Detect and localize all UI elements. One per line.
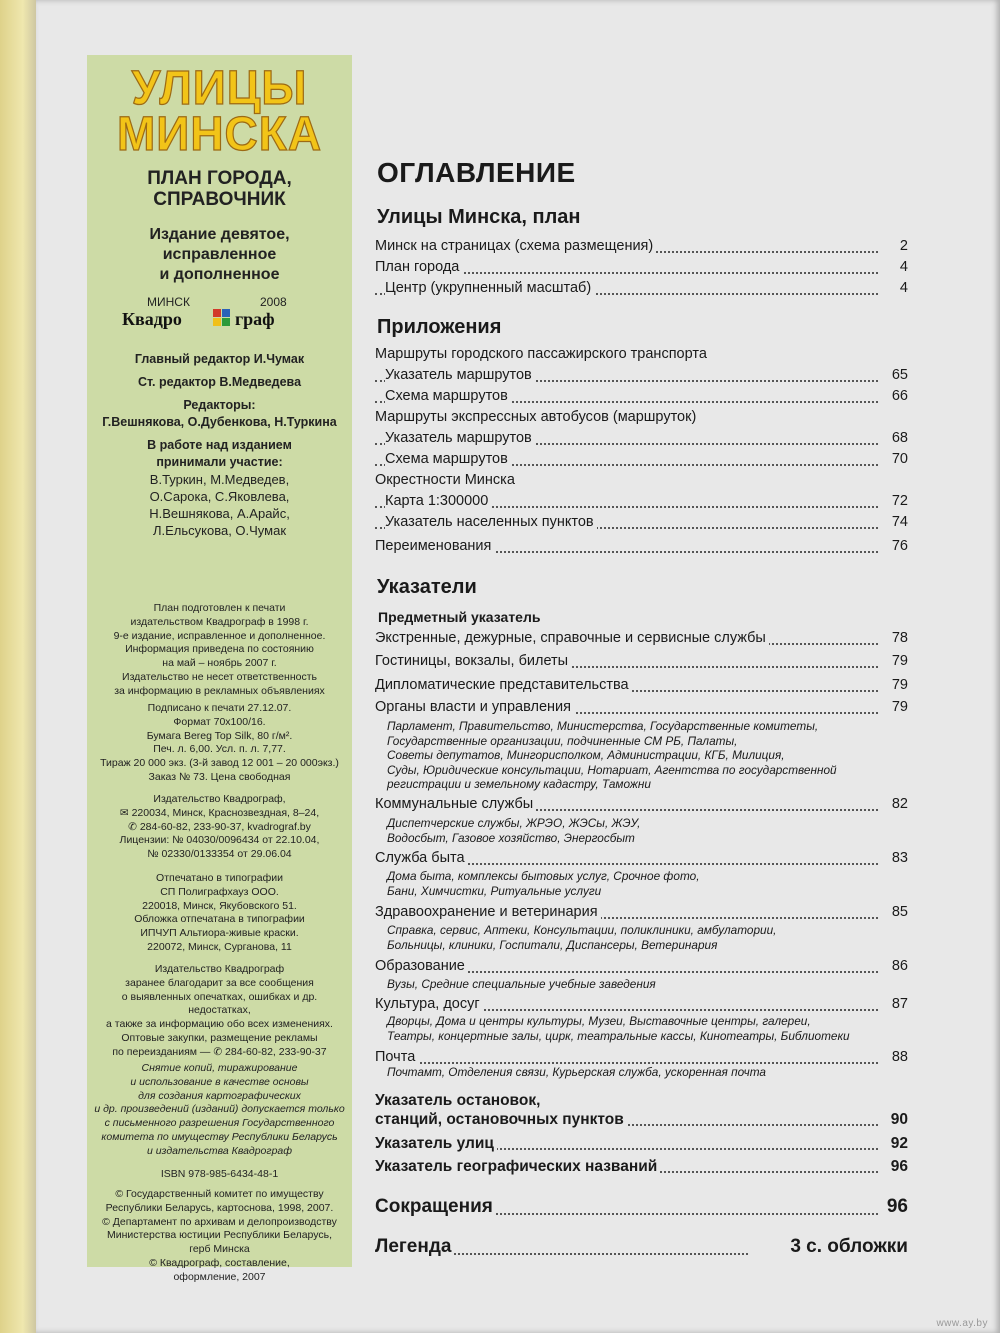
toc-entry-label: Схема маршрутов (385, 451, 511, 467)
imprint-line: Формат 70x100/16. (173, 715, 266, 728)
detail-line: Советы депутатов, Мингорисполком, Администрации, КГБ, Милиция, (387, 748, 785, 762)
toc-entry-details (387, 1065, 907, 1080)
participants-label: принимали участие: (156, 455, 283, 469)
toc-entry (375, 1135, 908, 1155)
imprint-line: герб Минска (189, 1243, 250, 1256)
detail-line: Водосбыт, Газовое хозяйство, Энергосбыт (387, 830, 635, 845)
toc-entry (375, 538, 908, 558)
publisher-logo (122, 309, 322, 331)
imprint-line: Информация приведена по состоянию (125, 643, 314, 656)
participants-line: В.Туркин, М.Медведев, (149, 472, 290, 487)
toc-entry-label: Карта 1:300000 (385, 493, 491, 509)
imprint-panel (87, 55, 352, 1283)
toc-entry-page: 90 (887, 1111, 908, 1129)
detail-line: Почтамт, Отделения связи, Курьерская служба, ускоренная почта (387, 1065, 766, 1079)
imprint-line: ✉ 220034, Минск, Краснозвездная, 8–24, (119, 806, 320, 819)
toc-entry (375, 653, 908, 673)
toc-entry-label: Дипломатические представительства (375, 677, 632, 693)
toc-entry (375, 259, 908, 279)
toc-entry-label: Схема маршрутов (385, 388, 511, 404)
participants-label: В работе над изданием (147, 438, 292, 452)
toc-entry-page: 83 (888, 850, 908, 866)
toc-entry (375, 430, 908, 450)
imprint-line: СП Полиграфхауз ООО. (160, 885, 279, 898)
imprint-line: о выявленных опечатках, ошибках и др. (121, 990, 318, 1003)
toc-entry-label: станций, остановочных пунктов (375, 1111, 627, 1129)
toc-title: ОГЛАВЛЕНИЕ (377, 157, 576, 188)
toc-entry-page: 66 (888, 388, 908, 404)
toc-entry-page: 96 (887, 1158, 908, 1176)
imprint-block-print-specs (87, 702, 352, 785)
imprint-line: Лицензии: № 04030/0096434 от 22.10.04, (119, 834, 320, 847)
edition-line: Издание девятое, (149, 226, 290, 243)
toc-section-plan: Улицы Минска, план (377, 206, 581, 228)
toc-entry-label: Органы власти и управления (375, 699, 574, 715)
toc-entry-page: 65 (888, 367, 908, 383)
toc-entry-page: 76 (888, 538, 908, 554)
imprint-line: Обложка отпечатана в типографии (134, 913, 305, 926)
imprint-line: Издательство Квадрограф (154, 963, 285, 975)
toc-entry-page: 87 (888, 996, 908, 1012)
toc-entry-label: Указатель маршрутов (385, 367, 535, 383)
imprint-line: за информацию в рекламных объявлениях (114, 684, 325, 697)
detail-line: регистрации и земельному кадастру, Таможни (387, 777, 651, 791)
imprint-line: 220018, Минск, Якубовского 51. (142, 899, 297, 912)
imprint-line: Тираж 20 000 экз. (3-й завод 12 001 – 20 000экз.) (100, 757, 339, 770)
toc-entry-label: Сокращения (375, 1196, 496, 1218)
toc-entry (375, 409, 908, 429)
toc-entry-page: 4 (896, 259, 908, 275)
imprint-block-copyright-notice (87, 1062, 352, 1159)
toc-entry-label: Минск на страницах (схема размещения) (375, 238, 656, 254)
imprint-line: недостатках, (188, 1004, 251, 1017)
imprint-line: Оптовые закупки, размещение рекламы (121, 1031, 318, 1044)
detail-line: Бани, Химчистки, Ритуальные услуги (387, 883, 602, 898)
toc-entry-page: 78 (888, 630, 908, 646)
cover-edge (0, 0, 38, 1333)
toc-entry-label: Указатель улиц (375, 1135, 497, 1153)
toc-section-appendices: Приложения (377, 316, 502, 338)
toc-entry-label: Гостиницы, вокзалы, билеты (375, 653, 571, 669)
imprint-line: а также за информацию обо всех изменениях. (106, 1018, 333, 1031)
imprint-block-publisher-contacts (87, 793, 352, 862)
toc-entry-page: 3 с. обложки (786, 1236, 908, 1258)
imprint-line: Отпечатано в типографии (156, 872, 283, 884)
toc-entry (375, 699, 908, 719)
toc-entry-page: 2 (896, 238, 908, 254)
toc-entry-details (387, 816, 907, 845)
year-label: 2008 (260, 295, 287, 309)
toc-entry-label: Переименования (375, 538, 494, 554)
imprint-line: издательством Квадрограф в 1998 г. (130, 615, 309, 628)
toc-entry-details (387, 977, 907, 992)
imprint-line: Печ. л. 6,00. Усл. п. л. 7,77. (153, 743, 286, 756)
imprint-line: Подписано к печати 27.12.07. (147, 702, 292, 714)
detail-line: Театры, концертные залы, цирк, театральные кассы, Кинотеатры, Библиотеки (387, 1028, 850, 1043)
imprint-line: с письменного разрешения Государственного (104, 1117, 335, 1130)
toc-entry-page: 96 (883, 1196, 908, 1218)
subtitle-line: ПЛАН ГОРОДА, (147, 168, 292, 189)
toc-entry (375, 630, 908, 650)
toc-section-indexes: Указатели (377, 576, 477, 598)
imprint-line: Министерства юстиции Республики Беларусь, (106, 1229, 333, 1242)
imprint-line: © Государственный комитет по имуществу (115, 1188, 324, 1200)
brand-title-line2: МИНСКА (116, 105, 323, 161)
toc-entry-label: Указатель маршрутов (385, 430, 535, 446)
subtitle-line: СПРАВОЧНИК (153, 189, 286, 210)
toc-entry (375, 367, 908, 387)
toc-entry-label: Указатель населенных пунктов (385, 514, 597, 530)
imprint-block-feedback (87, 963, 352, 1060)
toc-entry-label: Маршруты экспрессных автобусов (маршруток) (375, 409, 699, 425)
toc-entry-label: Здравоохранение и ветеринария (375, 904, 601, 920)
toc-entry (375, 677, 908, 697)
logo-squares-icon (213, 309, 231, 327)
imprint-line: Издательство Квадрограф, (153, 793, 286, 805)
detail-line: Дома быта, комплексы бытовых услуг, Срочное фото, (387, 869, 700, 883)
city-label: МИНСК (147, 295, 190, 309)
toc-entry (375, 238, 908, 258)
toc-entry (375, 388, 908, 408)
toc-entry (375, 514, 908, 534)
imprint-line: по переизданиям — ✆ 284-60-82, 233-90-37 (112, 1045, 327, 1058)
toc-entry-page: 68 (888, 430, 908, 446)
detail-line: Государственные организации, подчиненные СМ РБ, Палаты, (387, 733, 738, 748)
toc-entry-details (387, 1014, 907, 1043)
logo-text-left: Квадро (122, 309, 182, 329)
imprint-line: ✆ 284-60-82, 233-90-37, kvadrograf.by (128, 820, 311, 833)
toc-entry (375, 996, 908, 1016)
toc-entry (375, 850, 908, 870)
toc-entry-label: Образование (375, 958, 468, 974)
toc-entry-details (387, 719, 907, 792)
toc-entry (375, 1236, 908, 1262)
chief-editor: Главный редактор И.Чумак (134, 352, 305, 366)
toc-entry (375, 958, 908, 978)
toc-entry-label: Служба быта (375, 850, 468, 866)
toc-entry-label: План города (375, 259, 462, 275)
imprint-block-preparation (87, 602, 352, 699)
toc-entry-label: Почта (375, 1049, 418, 1065)
edition-line: исправленное (162, 246, 277, 263)
watermark: www.ay.by (936, 1318, 988, 1329)
toc-entry-label: Коммунальные службы (375, 796, 536, 812)
toc-entry-details (387, 869, 907, 898)
detail-line: Справка, сервис, Аптеки, Консультации, поликлиники, амбулатории, (387, 923, 777, 937)
toc-entry-page: 70 (888, 451, 908, 467)
toc-entry-page: 79 (888, 653, 908, 669)
toc-subsection-subject-index: Предметный указатель (378, 609, 541, 625)
detail-line: Диспетчерские службы, ЖРЭО, ЖЭСы, ЖЭУ, (387, 816, 641, 830)
toc-entry-page: 74 (888, 514, 908, 530)
toc-entry (375, 796, 908, 816)
toc-entry-label: Культура, досуг (375, 996, 483, 1012)
detail-line: Суды, Юридические консультации, Нотариат, Агентства по государственной (387, 762, 837, 777)
toc-entry (375, 1158, 908, 1178)
toc-entry-page: 72 (888, 493, 908, 509)
participants-line: О.Сарока, С.Яковлева, (149, 489, 290, 504)
toc-entry (375, 346, 908, 366)
imprint-line: Бумага Bereg Top Silk, 80 г/м². (146, 729, 293, 742)
toc-entry-page: 82 (888, 796, 908, 812)
toc-entry-label: Экстренные, дежурные, справочные и сервисные службы (375, 630, 769, 646)
participants-line: Н.Вешнякова, А.Арайс, (149, 506, 290, 521)
brand-title-line1: УЛИЦЫ (131, 59, 308, 115)
imprint-line: и использование в качестве основы (130, 1075, 309, 1088)
imprint-line: Издательство не несет ответственность (122, 670, 317, 683)
imprint-line: Снятие копий, тиражирование (141, 1062, 298, 1074)
imprint-line: и издательства Квадрограф (146, 1144, 293, 1157)
editors-names: Г.Вешнякова, О.Дубенкова, Н.Туркина (102, 415, 337, 429)
toc-entry-label: Окрестности Минска (375, 472, 518, 488)
imprint-line: на май – ноябрь 2007 г. (162, 657, 277, 670)
imprint-line: 220072, Минск, Сурганова, 11 (147, 940, 292, 953)
participants-line: Л.Ельсукова, О.Чумак (152, 523, 287, 538)
detail-line: Парламент, Правительство, Министерства, Государственные комитеты, (387, 719, 819, 733)
editors-label: Редакторы: (183, 398, 256, 412)
detail-line: Вузы, Средние специальные учебные заведения (387, 977, 656, 991)
toc-entry-details (387, 923, 907, 952)
toc-entry (375, 493, 908, 513)
edition-line: и дополненное (159, 266, 280, 283)
imprint-line: оформление, 2007 (173, 1270, 266, 1283)
toc-entry-label: Легенда (375, 1236, 454, 1258)
toc-entry-page: 88 (888, 1049, 908, 1065)
imprint-line: для создания картографических (138, 1089, 301, 1102)
credits (87, 351, 352, 539)
toc-entry-label: Указатель остановок, (375, 1092, 543, 1110)
toc-entry (375, 451, 908, 471)
detail-line: Больницы, клиники, Госпитали, Диспансеры, Ветеринария (387, 937, 718, 952)
toc-entry-label: Центр (укрупненный масштаб) (385, 280, 594, 296)
toc-entry (375, 280, 908, 300)
imprint-line: План подготовлен к печати (153, 602, 286, 614)
senior-editor: Ст. редактор В.Медведева (137, 375, 302, 389)
imprint-line: и др. произведений (изданий) допускается только (94, 1103, 345, 1116)
isbn (87, 1168, 352, 1182)
toc-entry-page: 4 (896, 280, 908, 296)
edition-note (87, 225, 352, 285)
toc-entry (375, 472, 908, 492)
toc-entry-page: 79 (888, 699, 908, 715)
imprint-line: ИПЧУП Альтиора-живые краски. (140, 927, 299, 940)
imprint-line: © Департамент по архивам и делопроизводству (102, 1215, 337, 1228)
toc-entry-page: 79 (888, 677, 908, 693)
toc-entry-label: Указатель географических названий (375, 1158, 660, 1176)
imprint-line: комитета по имуществу Республики Беларусь (101, 1130, 338, 1143)
toc-entry (375, 1111, 908, 1131)
toc-entry (375, 1196, 908, 1222)
imprint-line: Заказ № 73. Цена свободная (148, 770, 291, 783)
logo-text-right: граф (235, 309, 275, 329)
imprint-block-printing-house (87, 872, 352, 955)
toc-entry-page: 85 (888, 904, 908, 920)
imprint-line: © Квадрограф, составление, (149, 1256, 290, 1269)
imprint-line: Республики Беларусь, картоснова, 1998, 2007. (105, 1201, 334, 1214)
toc-entry-page: 86 (888, 958, 908, 974)
toc-entry-label: Маршруты городского пассажирского транспорта (375, 346, 710, 362)
book-subtitle (87, 168, 352, 210)
toc-entry (375, 904, 908, 924)
imprint-line: № 02330/0133354 от 29.06.04 (147, 848, 292, 861)
imprint-line: заранее благодарит за все сообщения (125, 976, 314, 989)
isbn-number: ISBN 978-985-6434-48-1 (160, 1168, 279, 1180)
imprint-line: 9-е издание, исправленное и дополненное. (113, 629, 326, 642)
detail-line: Дворцы, Дома и центры культуры, Музеи, Выставочные центры, галереи, (387, 1014, 811, 1028)
imprint-block-copyrights (87, 1188, 352, 1285)
toc-entry-page: 92 (887, 1135, 908, 1153)
